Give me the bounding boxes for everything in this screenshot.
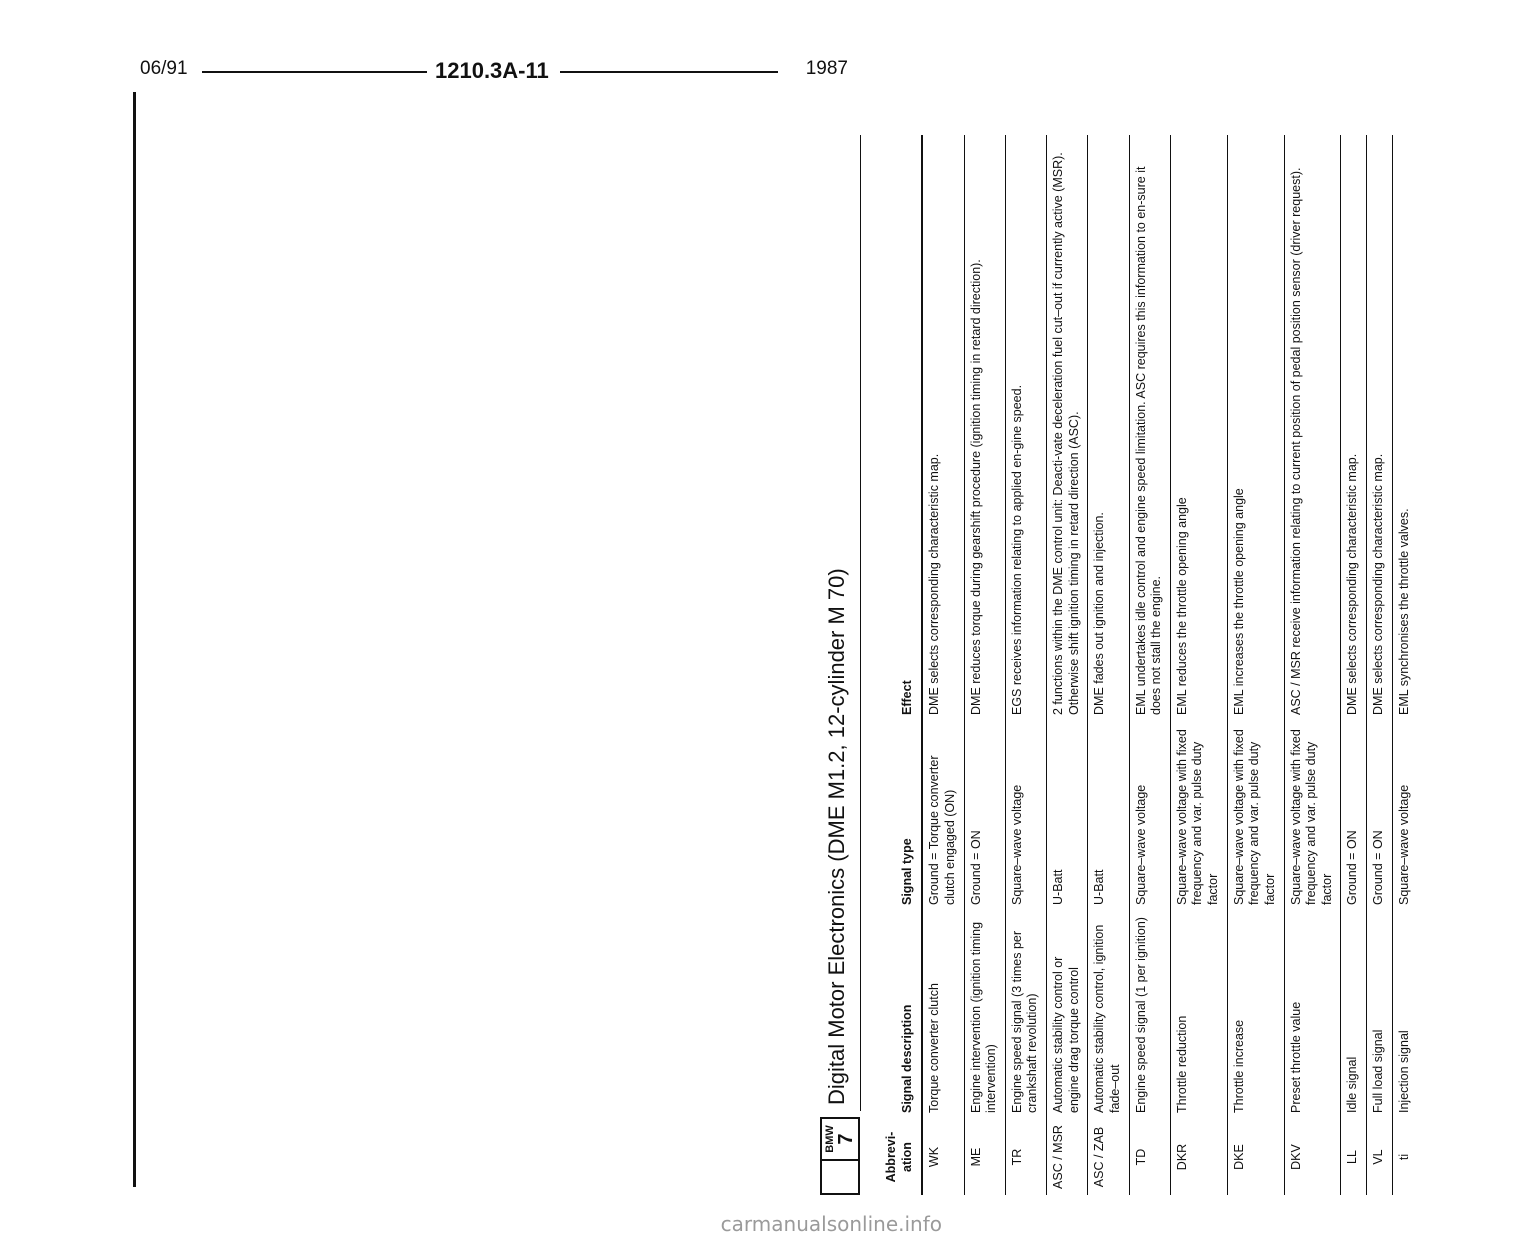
cell-effect: EML synchronises the throttle valves. (1392, 135, 1417, 721)
table-row (1047, 135, 1088, 1195)
cell-abbreviation: VL (1367, 1119, 1393, 1195)
cell-description: Preset throttle value (1284, 911, 1341, 1119)
header-year: 1987 (805, 58, 848, 79)
cell-abbreviation: WK (922, 1119, 964, 1195)
cell-signal-type: U-Batt (1047, 721, 1088, 911)
col-header-signal-description: Signal description (899, 1004, 914, 1113)
title-underline (860, 135, 861, 1111)
cell-effect: EML undertakes idle control and engine speed limitation. ASC requires this information to en-sure it does not stall the engine. (1129, 135, 1170, 721)
cell-abbreviation: ASC / MSR (1047, 1119, 1088, 1195)
table-row (922, 135, 964, 1195)
cell-effect: DME selects corresponding characteristic map. (1341, 135, 1367, 721)
cell-effect: DME reduces torque during gearshift procedure (ignition timing in retard direction). (964, 135, 1005, 721)
logo-brand: BMW (824, 1125, 836, 1153)
table-header-row (882, 135, 922, 1195)
cell-abbreviation: DKR (1170, 1119, 1227, 1195)
cell-effect: 2 functions within the DME control unit: Deacti-vate deceleration fuel cut–out if currently active (MSR). Otherwise shift ignition timing in retard direction (ASC). (1047, 135, 1088, 721)
cell-description: Torque converter clutch (922, 911, 964, 1119)
table-row (964, 135, 1005, 1195)
table-row (1170, 135, 1227, 1195)
cell-abbreviation: LL (1341, 1119, 1367, 1195)
cell-effect: EGS receives information relating to applied en-gine speed. (1005, 135, 1046, 721)
cell-description: Throttle reduction (1170, 911, 1227, 1119)
cell-effect: DME selects corresponding characteristic map. (1367, 135, 1393, 721)
table-row (1088, 135, 1129, 1195)
cell-abbreviation: ME (964, 1119, 1005, 1195)
cell-abbreviation: ASC / ZAB (1088, 1119, 1129, 1195)
table-row (1129, 135, 1170, 1195)
cell-effect: DME fades out ignition and injection. (1088, 135, 1129, 721)
left-margin-rule (133, 92, 136, 1187)
cell-signal-type: Ground = ON (964, 721, 1005, 911)
cell-signal-type: Square–wave voltage with fixed frequency and var. pulse duty factor (1170, 721, 1227, 911)
cell-abbreviation: TR (1005, 1119, 1046, 1195)
col-header-effect: Effect (899, 680, 914, 715)
cell-signal-type: Square–wave voltage (1392, 721, 1417, 911)
cell-description: Throttle increase (1227, 911, 1284, 1119)
col-header-signal-type: Signal type (899, 838, 914, 905)
cell-description: Automatic stability control, ignition fade–out (1088, 911, 1129, 1119)
header-rule-right (560, 71, 778, 73)
cell-abbreviation: DKE (1227, 1119, 1284, 1195)
cell-effect: EML increases the throttle opening angle (1227, 135, 1284, 721)
table-row (1367, 135, 1393, 1195)
logo-series-number: 7 (835, 1133, 857, 1145)
cell-description: Engine speed signal (1 per ignition) (1129, 911, 1170, 1119)
cell-abbreviation: DKV (1284, 1119, 1341, 1195)
signal-table (882, 135, 1417, 1195)
header-date: 06/91 (140, 58, 188, 79)
cell-description: Injection signal (1392, 911, 1417, 1119)
logo-badge (822, 1119, 858, 1159)
cell-description: Engine speed signal (3 times per crankshaft revolution) (1005, 911, 1046, 1119)
cell-effect: EML reduces the throttle opening angle (1170, 135, 1227, 721)
logo-blank-box (822, 1159, 858, 1193)
cell-signal-type: Square–wave voltage with fixed frequency and var. pulse duty factor (1284, 721, 1341, 911)
col-header-abbreviation: Abbrevi- ation (884, 1131, 914, 1183)
cell-effect: ASC / MSR receive information relating to current position of pedal position sensor (driver request). (1284, 135, 1341, 721)
title-row (820, 135, 860, 1195)
cell-abbreviation: TD (1129, 1119, 1170, 1195)
rotated-page-content (820, 135, 1520, 1195)
cell-description: Automatic stability control or engine drag torque control (1047, 911, 1088, 1119)
watermark-text: carmanualsonline.info (720, 1212, 942, 1236)
page-header (140, 58, 860, 88)
cell-signal-type: Ground = ON (1341, 721, 1367, 911)
header-document-code: 1210.3A-11 (435, 58, 549, 83)
header-rule-left (202, 71, 427, 73)
table-row (1227, 135, 1284, 1195)
page-title: Digital Motor Electronics (DME M1.2, 12-cylinder M 70) (824, 568, 849, 1105)
cell-abbreviation: ti (1392, 1119, 1417, 1195)
table-row (1341, 135, 1367, 1195)
cell-signal-type: Square–wave voltage (1129, 721, 1170, 911)
cell-signal-type: Square–wave voltage (1005, 721, 1046, 911)
bmw-logo (820, 1117, 860, 1195)
cell-description: Engine intervention (ignition timing intervention) (964, 911, 1005, 1119)
cell-signal-type: Ground = ON (1367, 721, 1393, 911)
cell-signal-type: U-Batt (1088, 721, 1129, 911)
cell-effect: DME selects corresponding characteristic map. (922, 135, 964, 721)
cell-signal-type: Ground = Torque converter clutch engaged (ON) (922, 721, 964, 911)
cell-description: Full load signal (1367, 911, 1393, 1119)
table-row (1392, 135, 1417, 1195)
table-row (1284, 135, 1341, 1195)
table-row (1005, 135, 1046, 1195)
cell-description: Idle signal (1341, 911, 1367, 1119)
cell-signal-type: Square–wave voltage with fixed frequency and var. pulse duty factor (1227, 721, 1284, 911)
